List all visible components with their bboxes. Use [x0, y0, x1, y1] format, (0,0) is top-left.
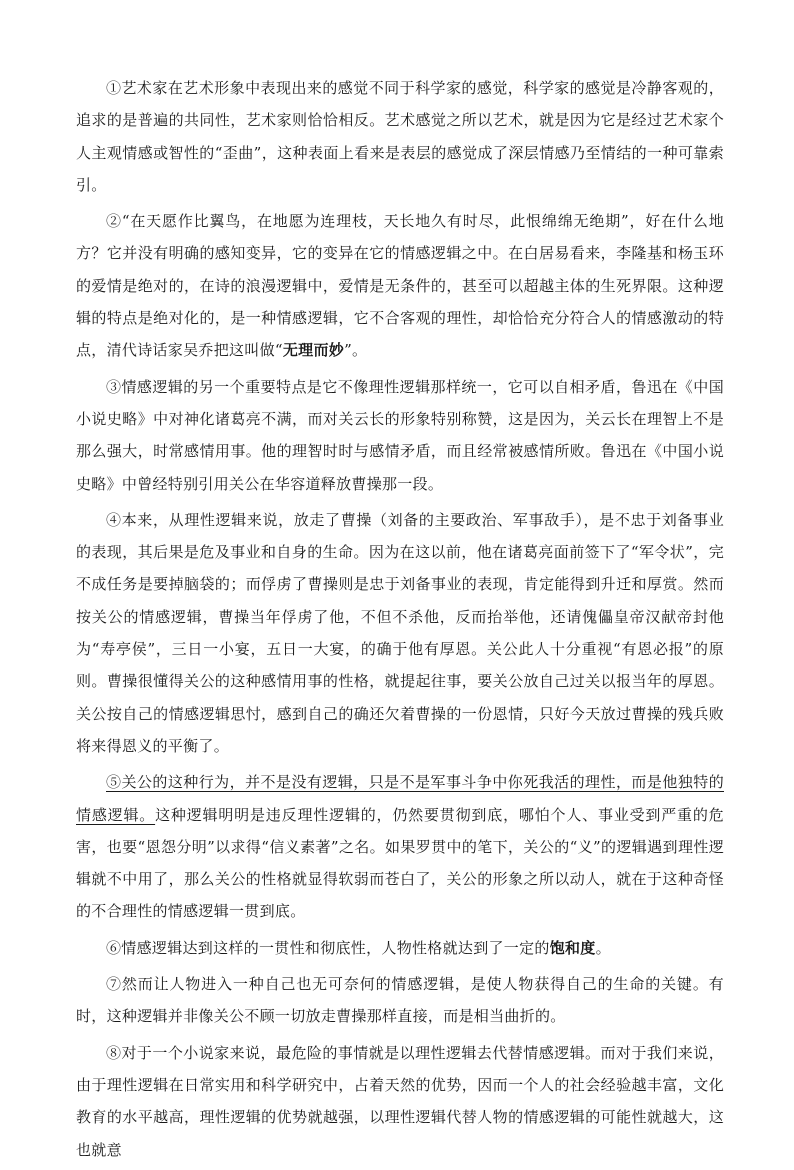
- paragraph-4-text: ④本来，从理性逻辑来说，放走了曹操（刘备的主要政治、军事敌手），是不忠于刘备事业的表现，其后果是危及事业和自身的生命。因为在这以前，他在诸葛亮面前签下了“军令状”，完不成任务是要掉脑袋的；而俘虏了曹操则是忠于刘备事业的表现，肯定能得到升迁和厚赏。然而按关公的情感逻辑，曹操当年俘虏了他，不但不杀他，反而抬举他，还请傀儡皇帝汉献帝封他为“寿亭侯”，三日一小宴，五日一大宴，的确于他有厚恩。关公此人十分重视“有恩必报”的原则。曹操很懂得关公的这种感情用事的性格，就提起往事，要关公放自己过关以报当年的厚恩。关公按自己的情感逻辑思忖，感到自己的确还欠着曹操的一份恩情，只好今天放过曹操的残兵败将来得恩义的平衡了。: [76, 510, 724, 755]
- paragraph-2-text-b: ”。: [344, 341, 368, 360]
- paragraph-2-bold-term: 无理而妙: [282, 341, 345, 360]
- paragraph-7-text: ⑦然而让人物进入一种自己也无可奈何的情感逻辑，是使人物获得自己的生命的关键。有时，这种逻辑并非像关公不顾一切放走曹操那样直接，而是相当曲折的。: [76, 975, 724, 1026]
- document-page: [76, 72, 724, 1170]
- paragraph-6-bold-term: 饱和度: [549, 938, 596, 957]
- paragraph-6-text-b: 。: [595, 938, 611, 957]
- paragraph-1-text: ①艺术家在艺术形象中表现出来的感觉不同于科学家的感觉，科学家的感觉是冷静客观的，追求的是普遍的共同性，艺术家则恰恰相反。艺术感觉之所以艺术，就是因为它是经过艺术家个人主观情感或智性的“歪曲”，这种表面上看来是表层的感觉成了深层情感乃至情结的一种可靠索引。: [76, 79, 724, 194]
- paragraph-8: [76, 1037, 724, 1166]
- paragraph-3-text: ③情感逻辑的另一个重要特点是它不像理性逻辑那样统一，它可以自相矛盾，鲁迅在《中国小说史略》中对神化诸葛亮不满，而对关云长的形象特别称赞，这是因为，关云长在理智上不是那么强大，时常感情用事。他的理智时时与感情矛盾，而且经常被感情所败。鲁迅在《中国小说史略》中曾经特别引用关公在华容道释放曹操那一段。: [76, 377, 724, 493]
- paragraph-8-text: ⑧对于一个小说家来说，最危险的事情就是以理性逻辑去代替情感逻辑。而对于我们来说，由于理性逻辑在日常实用和科学研究中，占着天然的优势，因而一个人的社会经验越丰富，文化教育的水平越高，理性逻辑的优势就越强，以理性逻辑代替人物的情感逻辑的可能性就越大，这也就意: [76, 1043, 724, 1159]
- paragraph-4: [76, 504, 724, 762]
- paragraph-6: [76, 932, 724, 964]
- paragraph-5-underlined-sentence: ⑤关公的这种行为，并不是没有逻辑，只是不是军事斗争中你死我活的理性，而是他独特的情感逻辑。: [76, 773, 724, 824]
- paragraph-1: [76, 72, 724, 201]
- paragraph-3: [76, 371, 724, 500]
- paragraph-5: [76, 766, 724, 927]
- paragraph-2: [76, 205, 724, 366]
- paragraph-7: [76, 968, 724, 1033]
- paragraph-2-text-a: ②“在天愿作比翼鸟，在地愿为连理枝，天长地久有时尽，此恨绵绵无绝期”，好在什么地方？它并没有明确的感知变异，它的变异在它的情感逻辑之中。在白居易看来，李隆基和杨玉环的爱情是绝对的，在诗的浪漫逻辑中，爱情是无条件的，甚至可以超越主体的生死界限。这种逻辑的特点是绝对化的，是一种情感逻辑，它不合客观的理性，却恰恰充分符合人的情感激动的特点，清代诗话家吴乔把这叫做“: [76, 212, 724, 360]
- paragraph-5-text: 这种逻辑明明是违反理性逻辑的，仍然要贯彻到底，哪怕个人、事业受到严重的危害，也要“恩怨分明”以求得“信义素著”之名。如果罗贯中的笔下，关公的“义”的逻辑遇到理性逻辑就不中用了，那么关公的性格就显得软弱而苍白了，关公的形象之所以动人，就在于这种奇怪的不合理性的情感逻辑一贯到底。: [76, 805, 724, 921]
- paragraph-6-text-a: ⑥情感逻辑达到这样的一贯性和彻底性，人物性格就达到了一定的: [106, 938, 550, 957]
